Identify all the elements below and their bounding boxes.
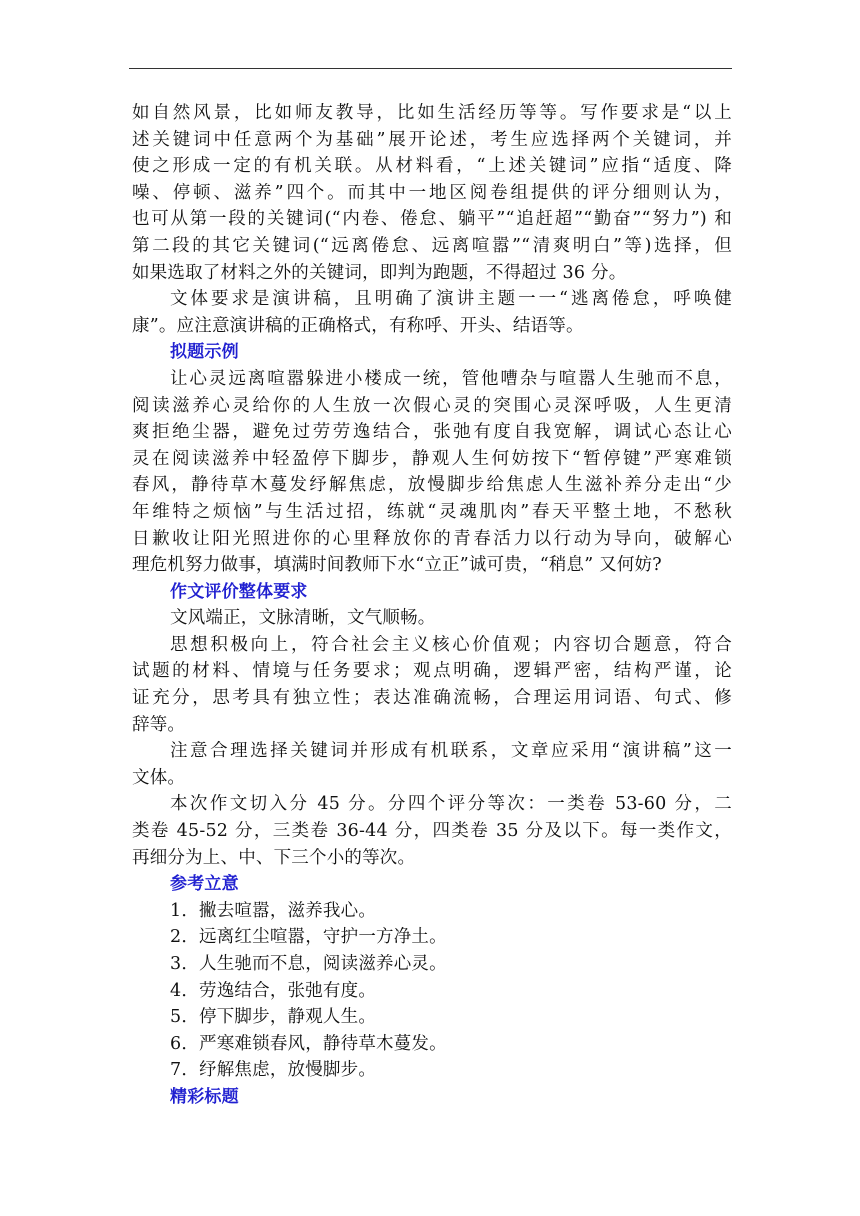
text-line: 春风，静待草木蔓发纾解焦虑，放慢脚步给焦虑人生滋补养分走出“少 — [132, 475, 732, 496]
paragraph — [132, 100, 732, 286]
text-line: 述关键词中任意两个为基础”展开论述，考生应选择两个关键词，并 — [132, 129, 732, 150]
text-line: 年维特之烦恼”与生活过招，练就“灵魂肌肉”春天平整土地，不愁秋 — [132, 501, 732, 522]
text-line: 爽拒绝尘器，避免过劳劳逸结合，张弛有度自我宽解，调试心态让心 — [132, 422, 732, 443]
text-line: 使之形成一定的有机关联。从材料看，“上述关键词”应指“适度、降 — [132, 156, 732, 177]
text-line: 如果选取了材料之外的关键词，即判为跑题，不得超过 36 分。 — [132, 262, 627, 283]
text-line: 阅读滋养心灵给你的人生放一次假心灵的突围心灵深呼吸，人生更清 — [132, 395, 732, 416]
text-line: 日歉收让阳光照进你的心里释放你的青春活力以行动为导向，破解心 — [132, 528, 732, 549]
list-item: 2．远离红尘喧嚣，守护一方净土。 — [170, 927, 447, 948]
text-line: 让心灵远离喧嚣躲进小楼成一统，管他嘈杂与喧嚣人生驰而不息， — [170, 368, 732, 389]
list-item: 4．劳逸结合，张弛有度。 — [170, 980, 377, 1001]
section-heading: 拟题示例 — [170, 342, 239, 363]
paragraph — [132, 738, 732, 791]
paragraph — [132, 632, 732, 738]
document-body — [132, 100, 732, 1111]
text-line: 康”。应注意演讲稿的正确格式，有称呼、开头、结语等。 — [132, 315, 584, 336]
list-item: 1．撇去喧嚣，滋养我心。 — [170, 900, 377, 921]
list-item: 3．人生驰而不息，阅读滋养心灵。 — [170, 954, 447, 974]
text-line: 再细分为上、中、下三个小的等次。 — [132, 847, 416, 868]
text-line: 理危机努力做事，填满时间教师下水“立正”诚可贵，“稍息” 又何妨? — [132, 555, 662, 576]
paragraph — [132, 791, 732, 871]
paragraph — [132, 286, 732, 339]
text-line: 本次作文切入分 45 分。分四个评分等次：一类卷 53-60 分，二 — [170, 794, 732, 815]
text-line: 辞等。 — [132, 714, 186, 735]
text-line: 也可从第一段的关键词(“内卷、倦怠、躺平”“追赶超”“勤奋”“努力”) 和 — [132, 209, 732, 230]
text-line: 思想积极向上，符合社会主义核心价值观；内容切合题意，符合 — [170, 634, 732, 655]
text-line: 噪、停顿、滋养”四个。而其中一地区阅卷组提供的评分细则认为， — [132, 182, 732, 203]
text-line: 如自然风景，比如师友教导，比如生活经历等等。写作要求是“以上 — [132, 103, 732, 123]
reference-list — [132, 898, 732, 1084]
section-heading: 作文评价整体要求 — [170, 581, 308, 602]
text-line: 灵在阅读滋养中轻盈停下脚步，静观人生何妨按下“暂停键”严寒难锁 — [132, 448, 732, 469]
paragraph — [132, 605, 732, 632]
text-line: 类卷 45-52 分，三类卷 36-44 分，四类卷 35 分及以下。每一类作文， — [132, 821, 732, 842]
text-line: 文体要求是演讲稿，且明确了演讲主题一一“逃离倦怠，呼唤健 — [170, 289, 732, 310]
section-heading: 精彩标题 — [170, 1086, 239, 1107]
list-item: 6．严寒难锁春风，静待草木蔓发。 — [170, 1033, 447, 1054]
text-line: 文风端正，文脉清晰，文气顺畅。 — [170, 608, 436, 629]
text-line: 证充分，思考具有独立性；表达准确流畅，合理运用词语、句式、修 — [132, 688, 732, 709]
header-rule — [129, 68, 732, 69]
list-item: 7．纾解焦虑，放慢脚步。 — [170, 1060, 377, 1081]
text-line: 注意合理选择关键词并形成有机联系，文章应采用“演讲稿”这一 — [170, 741, 732, 762]
paragraph — [132, 366, 732, 579]
text-line: 第二段的其它关键词(“远离倦怠、远离喧嚣”“清爽明白”等)选择，但 — [132, 235, 732, 256]
list-item: 5．停下脚步，静观人生。 — [170, 1007, 377, 1028]
text-line: 文体。 — [132, 767, 186, 788]
text-line: 试题的材料、情境与任务要求；观点明确，逻辑严密，结构严谨，论 — [132, 661, 732, 682]
section-heading: 参考立意 — [170, 874, 239, 895]
